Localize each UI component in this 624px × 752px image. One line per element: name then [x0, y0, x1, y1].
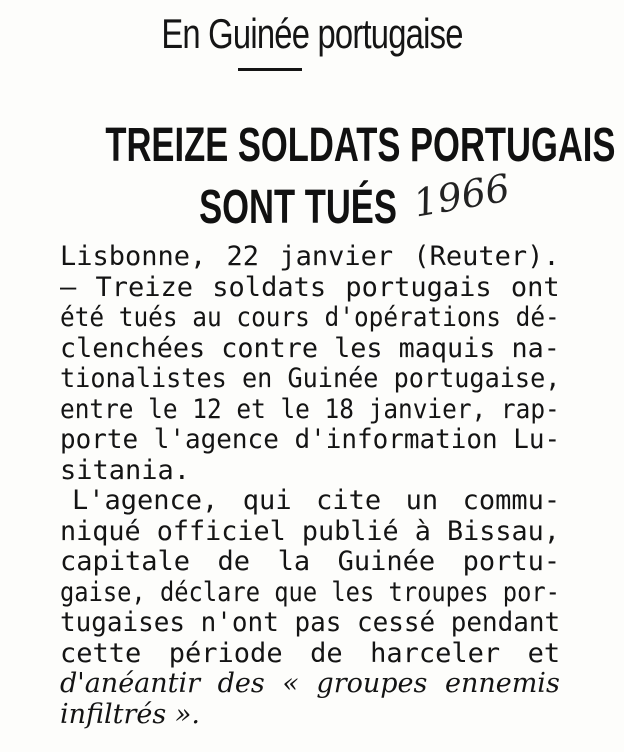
article-line: infiltrés ».	[60, 698, 200, 730]
kicker-underline	[238, 68, 302, 71]
headline-line-1: TREIZE SOLDATS PORTUGAIS	[105, 119, 616, 172]
article-line: Lisbonne, 22 janvier (Reuter).	[60, 241, 560, 272]
article-line: sitania.	[60, 454, 191, 486]
article-line: tionalistes en Guinée portugaise,	[60, 363, 561, 394]
article-line: porte l'agence d'information Lu-	[60, 424, 561, 455]
article-line: tugaises n'ont pas cessé pendant	[60, 607, 561, 638]
headline-line-2: SONT TUÉS	[199, 181, 397, 234]
handwritten-year-annotation: 1966	[410, 165, 514, 226]
article-line: niqué officiel publié à Bissau,	[60, 515, 560, 547]
article-line: capitale de la Guinée portu-	[60, 546, 561, 577]
article-line: d'anéantir des « groupes ennemis	[60, 668, 560, 699]
article-line: — Treize soldats portugais ont	[60, 271, 560, 303]
article-line: clenchées contre les maquis na-	[60, 332, 560, 364]
article-line: été tués au cours d'opérations dé-	[60, 302, 560, 333]
kicker-heading: En Guinée portugaise	[161, 10, 463, 57]
article-line: L'agence, qui cite un commu-	[72, 485, 561, 516]
article-body	[60, 242, 560, 730]
article-line: entre le 12 et le 18 janvier, rap-	[60, 393, 560, 425]
article-line: gaise, déclare que les troupes por-	[60, 576, 560, 608]
article-line: cette période de harceler et	[60, 637, 561, 669]
